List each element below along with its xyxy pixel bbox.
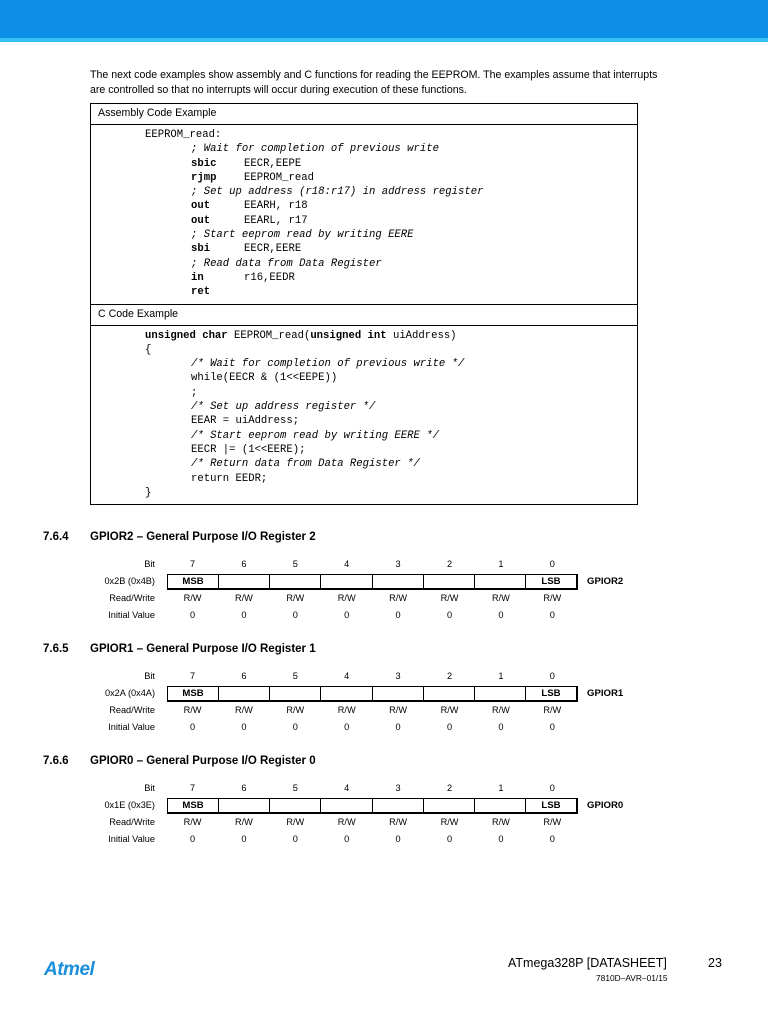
intro-line-1: The next code examples show assembly and C functions for reading the EEPROM. The examples assume that interrupts (90, 69, 658, 81)
bit-cell: MSB (168, 799, 219, 812)
bit-number: 0 (549, 671, 555, 681)
asm-label: EEPROM_read: (145, 129, 222, 141)
bit-cell (219, 799, 270, 812)
c-line (91, 472, 637, 486)
register-bit-cells (167, 798, 578, 814)
bit-initial-value: 0 (395, 834, 401, 844)
bit-number: 2 (446, 671, 453, 681)
bit-access: R/W (440, 593, 459, 603)
bit-number: 6 (241, 671, 247, 681)
read-write-label: Read/Write (109, 593, 155, 603)
c-line (91, 443, 637, 457)
bit-number: 4 (344, 671, 350, 681)
bit-cell (373, 687, 424, 700)
c-code-block (91, 326, 637, 505)
bit-number: 2 (446, 559, 453, 569)
bit-initial-value: 0 (549, 610, 555, 620)
asm-line (91, 242, 637, 256)
section-title-text: GPIOR0 – General Purpose I/O Register 0 (90, 755, 316, 767)
bit-initial-value: 0 (241, 722, 247, 732)
asm-opcode: sbic (191, 157, 217, 170)
bit-initial-value: 0 (189, 834, 196, 844)
bit-initial-value: 0 (344, 610, 350, 620)
section-number: 7.6.5 (43, 643, 69, 655)
register-address: 0x1E (0x3E) (104, 800, 155, 810)
bit-access: R/W (389, 593, 408, 603)
bit-number: 0 (549, 783, 555, 793)
section-number: 7.6.6 (43, 755, 69, 767)
bit-cell: LSB (541, 688, 561, 699)
bit-cell: MSB (168, 687, 219, 700)
asm-line (91, 199, 637, 213)
header-bar (0, 0, 768, 38)
bit-access: R/W (543, 705, 562, 715)
bit-label: Bit (144, 559, 155, 569)
bit-initial-value: 0 (189, 722, 196, 732)
asm-opcode: ret (191, 286, 211, 299)
bit-access: R/W (440, 705, 459, 715)
header-stripe (0, 38, 768, 42)
bit-cell: MSB (168, 575, 219, 588)
c-sig-param: uiAddress) (386, 329, 457, 342)
bit-initial-value: 0 (498, 722, 504, 732)
asm-operands: r16,EEDR (244, 271, 295, 284)
intro-line-2: are controlled so that no interrupts will occur during execution of these functions. (90, 83, 467, 96)
asm-comment: ; Set up address (r18:r17) in address register (191, 186, 484, 199)
bit-access: R/W (440, 817, 459, 827)
bit-number: 3 (395, 783, 401, 793)
asm-line (91, 142, 637, 156)
asm-opcode: sbi (191, 243, 211, 256)
asm-comment: ; Start eeprom read by writing EERE (191, 229, 414, 242)
bit-number: 1 (498, 559, 504, 569)
footer-doc-id: 7810D–AVR–01/15 (596, 973, 668, 983)
bit-number: 4 (344, 783, 350, 793)
c-comment: /* Start eeprom read by writing EERE */ (191, 429, 439, 442)
asm-line (91, 228, 637, 242)
atmel-logo: Atmel (44, 959, 95, 980)
c-statement: EECR |= (1<<EERE); (191, 443, 306, 456)
asm-header: Assembly Code Example (91, 104, 637, 125)
bit-number: 5 (292, 783, 298, 793)
asm-line (91, 214, 637, 228)
bit-cell (373, 799, 424, 812)
c-statement: ; (191, 386, 198, 399)
c-line (91, 371, 637, 385)
bit-cell (321, 687, 372, 700)
register-name: GPIOR2 (587, 576, 624, 587)
bit-initial-value: 0 (344, 722, 350, 732)
bit-number: 2 (446, 783, 453, 793)
asm-operands: EEARL, r17 (244, 214, 308, 227)
bit-access: R/W (183, 705, 202, 715)
initial-value-label: Initial Value (108, 722, 155, 732)
section-title-text: GPIOR1 – General Purpose I/O Register 1 (90, 643, 316, 655)
c-statement: return EEDR; (191, 472, 268, 485)
c-sig-name: EEPROM_read( (227, 329, 311, 342)
bit-access: R/W (234, 593, 253, 603)
read-write-label: Read/Write (109, 817, 155, 827)
register-address: 0x2A (0x4A) (104, 688, 155, 698)
bit-access: R/W (491, 817, 510, 827)
bit-access: R/W (286, 705, 305, 715)
asm-operands: EEARH, r18 (244, 200, 308, 213)
bit-initial-value: 0 (395, 722, 401, 732)
bit-initial-value: 0 (498, 834, 504, 844)
asm-line (91, 285, 637, 299)
asm-line (91, 171, 637, 185)
bit-access: R/W (286, 817, 305, 827)
bit-initial-value: 0 (549, 834, 555, 844)
c-line (91, 429, 637, 443)
c-line (91, 357, 637, 371)
bit-label: Bit (144, 783, 155, 793)
c-comment: /* Wait for completion of previous write */ (191, 358, 465, 371)
asm-operands: EEPROM_read (244, 171, 314, 184)
bit-cell (270, 687, 321, 700)
bit-access: R/W (337, 593, 356, 603)
bit-cell (475, 687, 526, 700)
register-diagram (0, 782, 768, 862)
bit-initial-value: 0 (241, 834, 247, 844)
bit-number: 1 (498, 783, 504, 793)
bit-number: 3 (395, 559, 401, 569)
c-close-brace: } (145, 486, 152, 499)
bit-access: R/W (183, 593, 202, 603)
c-line (91, 457, 637, 471)
bit-cell (424, 687, 475, 700)
asm-opcode: rjmp (191, 171, 217, 184)
section-number: 7.6.4 (43, 531, 69, 543)
register-name: GPIOR1 (587, 688, 624, 699)
asm-operands: EECR,EEPE (244, 157, 302, 170)
bit-initial-value: 0 (498, 610, 504, 620)
c-signature (91, 329, 637, 343)
bit-initial-value: 0 (395, 610, 401, 620)
bit-access: R/W (337, 817, 356, 827)
c-line (91, 414, 637, 428)
bit-access: R/W (491, 705, 510, 715)
bit-cell (219, 575, 270, 588)
bit-number: 6 (241, 783, 247, 793)
asm-line (91, 257, 637, 271)
bit-access: R/W (234, 705, 253, 715)
bit-number: 7 (189, 671, 196, 681)
bit-access: R/W (389, 705, 408, 715)
c-open-brace: { (145, 343, 152, 356)
bit-initial-value: 0 (292, 834, 298, 844)
bit-cell: LSB (541, 576, 561, 587)
bit-cell (321, 799, 372, 812)
bit-access: R/W (234, 817, 253, 827)
bit-initial-value: 0 (292, 722, 298, 732)
bit-number: 7 (189, 559, 196, 569)
asm-opcode: out (191, 214, 211, 227)
bit-access: R/W (337, 705, 356, 715)
bit-cell (219, 687, 270, 700)
c-statement: while(EECR & (1<<EEPE)) (191, 372, 338, 385)
bit-initial-value: 0 (446, 722, 453, 732)
register-diagram (0, 670, 768, 750)
bit-label: Bit (144, 671, 155, 681)
bit-number: 4 (344, 559, 350, 569)
c-statement: EEAR = uiAddress; (191, 415, 300, 428)
c-comment: /* Set up address register */ (191, 401, 376, 414)
c-line (91, 400, 637, 414)
bit-initial-value: 0 (189, 610, 196, 620)
asm-opcode: in (191, 271, 204, 284)
footer-doc-title: ATmega328P [DATASHEET] (508, 956, 667, 970)
initial-value-label: Initial Value (108, 834, 155, 844)
bit-number: 6 (241, 559, 247, 569)
register-name: GPIOR0 (587, 800, 624, 811)
bit-initial-value: 0 (241, 610, 247, 620)
bit-cell (373, 575, 424, 588)
register-bit-cells (167, 574, 578, 590)
asm-line (91, 271, 637, 285)
bit-cell: LSB (541, 800, 561, 811)
bit-number: 3 (395, 671, 401, 681)
intro-paragraph (90, 68, 730, 97)
bit-access: R/W (543, 817, 562, 827)
bit-number: 5 (292, 559, 298, 569)
bit-cell (475, 799, 526, 812)
bit-number: 1 (498, 671, 504, 681)
c-line (91, 386, 637, 400)
bit-access: R/W (286, 593, 305, 603)
asm-line (91, 185, 637, 199)
bit-cell (321, 575, 372, 588)
bit-access: R/W (491, 593, 510, 603)
bit-cell (475, 575, 526, 588)
page-number: 23 (708, 956, 722, 970)
bit-access: R/W (389, 817, 408, 827)
bit-initial-value: 0 (549, 722, 555, 732)
asm-comment: ; Wait for completion of previous write (191, 143, 439, 156)
c-comment: /* Return data from Data Register */ (191, 458, 420, 471)
register-address: 0x2B (0x4B) (104, 576, 155, 586)
bit-number: 7 (189, 783, 196, 793)
bit-cell (270, 575, 321, 588)
section-title-text: GPIOR2 – General Purpose I/O Register 2 (90, 531, 316, 543)
c-sig-return-type: unsigned char (145, 329, 228, 342)
bit-number: 0 (549, 559, 555, 569)
bit-initial-value: 0 (292, 610, 298, 620)
register-diagram (0, 558, 768, 638)
bit-initial-value: 0 (446, 834, 453, 844)
bit-cell (424, 575, 475, 588)
asm-opcode: out (191, 200, 211, 213)
register-bit-cells (167, 686, 578, 702)
c-sig-param-type: unsigned int (310, 329, 387, 342)
asm-operands: EECR,EERE (244, 243, 302, 256)
bit-initial-value: 0 (446, 610, 453, 620)
initial-value-label: Initial Value (108, 610, 155, 620)
bit-initial-value: 0 (344, 834, 350, 844)
bit-cell (270, 799, 321, 812)
asm-comment: ; Read data from Data Register (191, 257, 382, 270)
code-examples-table (90, 103, 638, 505)
bit-access: R/W (183, 817, 202, 827)
asm-line (91, 157, 637, 171)
asm-code-block (91, 125, 637, 304)
bit-access: R/W (543, 593, 562, 603)
bit-number: 5 (292, 671, 298, 681)
bit-cell (424, 799, 475, 812)
read-write-label: Read/Write (109, 705, 155, 715)
c-header: C Code Example (91, 304, 637, 326)
